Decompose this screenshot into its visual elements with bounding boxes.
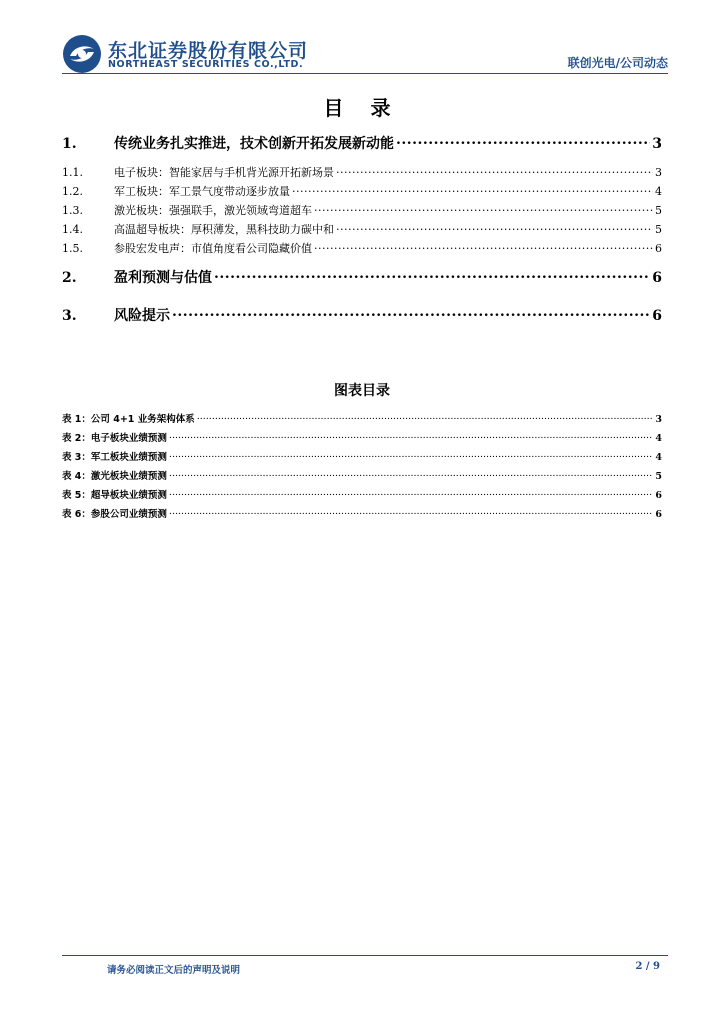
- toc-leader: [292, 184, 653, 195]
- figure-item-label: 表 5：超导板块业绩预测: [62, 490, 167, 501]
- figure-item-label: 表 4：激光板块业绩预测: [62, 471, 167, 482]
- toc-item[interactable]: [62, 221, 662, 237]
- toc-item[interactable]: [62, 133, 662, 153]
- toc-item-label: 盈利预测与估值: [114, 270, 212, 286]
- company-name-en: NORTHEAST SECURITIES CO.,LTD.: [108, 59, 304, 70]
- toc-item-number: 1.1.: [62, 166, 83, 179]
- figure-list-item[interactable]: [62, 468, 662, 482]
- toc-item[interactable]: [62, 183, 662, 199]
- toc-leader: [396, 134, 650, 148]
- toc-item[interactable]: [62, 164, 662, 180]
- toc-item-label: 军工板块：军工景气度带动逐步放量: [114, 185, 290, 198]
- figure-item-label: 表 2：电子板块业绩预测: [62, 433, 167, 444]
- toc-item[interactable]: [62, 240, 662, 256]
- toc-item-number: 1.2.: [62, 185, 83, 198]
- toc-item-page: 3: [652, 136, 662, 152]
- toc-item-label: 高温超导板块：厚积薄发，黑科技助力碳中和: [114, 223, 334, 236]
- toc-item-number: 3.: [62, 308, 77, 324]
- toc-leader: [336, 222, 653, 233]
- figures-title: 图表目录: [334, 383, 390, 399]
- company-name-cn: 东北证券股份有限公司: [108, 40, 309, 62]
- toc-leader: [336, 165, 653, 176]
- page-header: [62, 34, 668, 74]
- figure-item-page: 4: [655, 452, 662, 463]
- figure-item-page: 6: [655, 490, 662, 501]
- toc-item-number: 1.3.: [62, 204, 83, 217]
- figure-list-item[interactable]: [62, 449, 662, 463]
- figure-item-label: 表 6：参股公司业绩预测: [62, 509, 167, 520]
- toc-item[interactable]: [62, 267, 662, 287]
- toc-leader: [172, 306, 650, 320]
- toc-item[interactable]: [62, 202, 662, 218]
- figure-item-page: 4: [655, 433, 662, 444]
- figure-leader: [169, 470, 653, 480]
- figure-leader: [169, 508, 653, 518]
- toc-item-label: 激光板块：强强联手，激光领域弯道超车: [114, 204, 312, 217]
- report-tag: 联创光电/公司动态: [567, 56, 668, 70]
- toc-item-number: 1.: [62, 136, 77, 152]
- figure-leader: [169, 432, 653, 442]
- toc-item-page: 5: [655, 223, 662, 236]
- toc-item-number: 2.: [62, 270, 77, 286]
- toc-item-label: 风险提示: [114, 308, 170, 324]
- toc-item-page: 3: [655, 166, 662, 179]
- toc-item-label: 传统业务扎实推进，技术创新开拓发展新动能: [114, 136, 394, 152]
- figure-leader: [169, 451, 653, 461]
- figure-leader: [169, 489, 653, 499]
- header-divider: [62, 73, 668, 74]
- figure-leader: [197, 413, 654, 423]
- figure-list-item[interactable]: [62, 411, 662, 425]
- toc-leader: [314, 241, 653, 252]
- figure-list-item[interactable]: [62, 487, 662, 501]
- figure-list-item[interactable]: [62, 430, 662, 444]
- figure-item-page: 5: [655, 471, 662, 482]
- toc-item-label: 电子板块：智能家居与手机背光源开拓新场景: [114, 166, 334, 179]
- toc-item-page: 6: [652, 308, 662, 324]
- footer-divider: [62, 955, 668, 956]
- toc-item-page: 5: [655, 204, 662, 217]
- toc-item[interactable]: [62, 305, 662, 325]
- northeast-securities-logo-icon: [62, 34, 102, 74]
- toc-item-page: 4: [655, 185, 662, 198]
- page-number: 2 / 9: [635, 961, 660, 972]
- toc-item-number: 1.4.: [62, 223, 83, 236]
- toc-item-number: 1.5.: [62, 242, 83, 255]
- figure-list-item[interactable]: [62, 506, 662, 520]
- figure-item-label: 表 3：军工板块业绩预测: [62, 452, 167, 463]
- toc-item-page: 6: [655, 242, 662, 255]
- toc-item-label: 参股宏发电声：市值角度看公司隐藏价值: [114, 242, 312, 255]
- footer-disclaimer: 请务必阅读正文后的声明及说明: [107, 965, 241, 976]
- figure-item-page: 6: [655, 509, 662, 520]
- toc-title: 目 录: [323, 96, 401, 120]
- figure-item-page: 3: [655, 414, 662, 425]
- figure-item-label: 表 1：公司 4+1 业务架构体系: [62, 414, 195, 425]
- toc-item-page: 6: [652, 270, 662, 286]
- toc-leader: [214, 268, 650, 282]
- toc-leader: [314, 203, 653, 214]
